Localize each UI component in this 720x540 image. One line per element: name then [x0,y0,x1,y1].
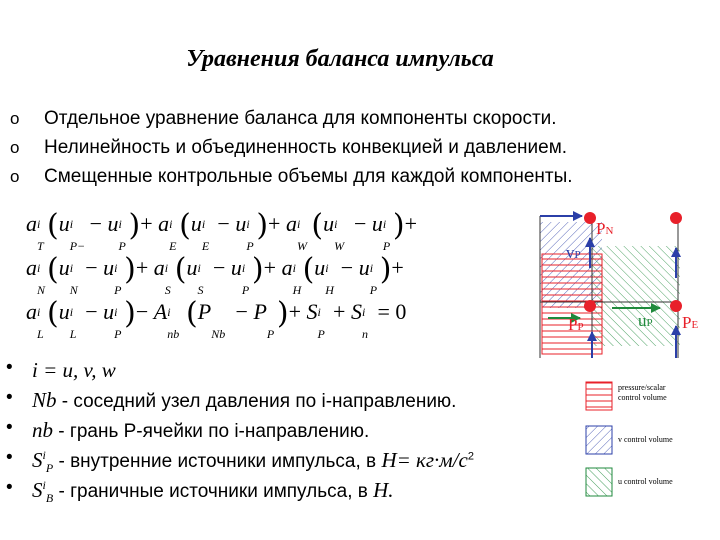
unit-exponent: 2 [467,450,474,463]
def-sp: - внутренние источники импульса, в [53,451,382,472]
equation-line-3: a i L (u i L − u i P )− A i nb (P Nb − P P )+ S i P + S i n = 0 [26,296,407,341]
u-control-volume [592,246,680,346]
legend-label-v: v control volume [618,435,673,444]
staggered-grid-diagram [520,202,720,358]
legend-label-u: u control volume [618,477,673,486]
legend-label-pressure-2: control volume [618,393,667,402]
unit-newton: Н= кг·м/с [381,448,468,472]
var-sp: $S^i_P$ [32,448,54,476]
bullet-icon: • [6,387,13,408]
equation-line-2: a i N (u i N − u i P )+ a i S (u i S − u i P )+ a i H (u i H − u i P )+ [26,252,404,297]
bullet-icon: • [6,357,13,378]
var-i: i [32,358,38,382]
label-up: uP [638,311,653,330]
overview-item-text: Смещенные контрольные объемы для каждой компоненты. [44,166,573,187]
def-nb-face: - грань Р-ячейки по i-направлению. [53,421,370,442]
var-nb-node: Nb [32,388,57,412]
overview-item-text: Отдельное уравнение баланса для компоненты скорости. [44,108,557,129]
pressure-node-icon [670,212,682,224]
label-pp: PP [568,315,584,334]
pressure-node-icon [584,300,596,312]
equation-line-1: a i T (u i P− − u i P )+ a i E (u i E − u i P )+ a i W (u i W − u i P )+ [26,208,418,253]
var-nb-face: nb [32,418,53,442]
legend-label-pressure-1: pressure/scalar [618,383,666,392]
label-pe: PE [682,313,699,332]
label-pn: PN [596,219,614,238]
circle-bullet-icon: o [10,138,20,157]
pressure-node-icon [584,212,596,224]
def-i: = u, v, w [37,358,116,382]
slide-title: Уравнения баланса импульса [186,46,494,72]
label-vp: vP [566,243,581,262]
bullet-icon: • [6,477,13,498]
def-sb: - граничные источники импульса, в [53,481,374,502]
bullet-icon: • [6,417,13,438]
bullet-icon: • [6,447,13,468]
circle-bullet-icon: o [10,167,20,186]
def-nb-node: - соседний узел давления по i-направлению. [56,391,457,412]
var-sb: $S^i_B$ [32,478,54,506]
pressure-node-icon [670,300,682,312]
legend-swatch-v [586,426,612,454]
legend-swatch-u [586,468,612,496]
circle-bullet-icon: o [10,109,20,128]
unit-newton-2: Н. [373,478,394,502]
legend-swatch-pressure [586,382,612,410]
diagram-legend [584,380,694,500]
overview-item-text: Нелинейность и объединенность конвекцией и давлением. [44,137,568,158]
